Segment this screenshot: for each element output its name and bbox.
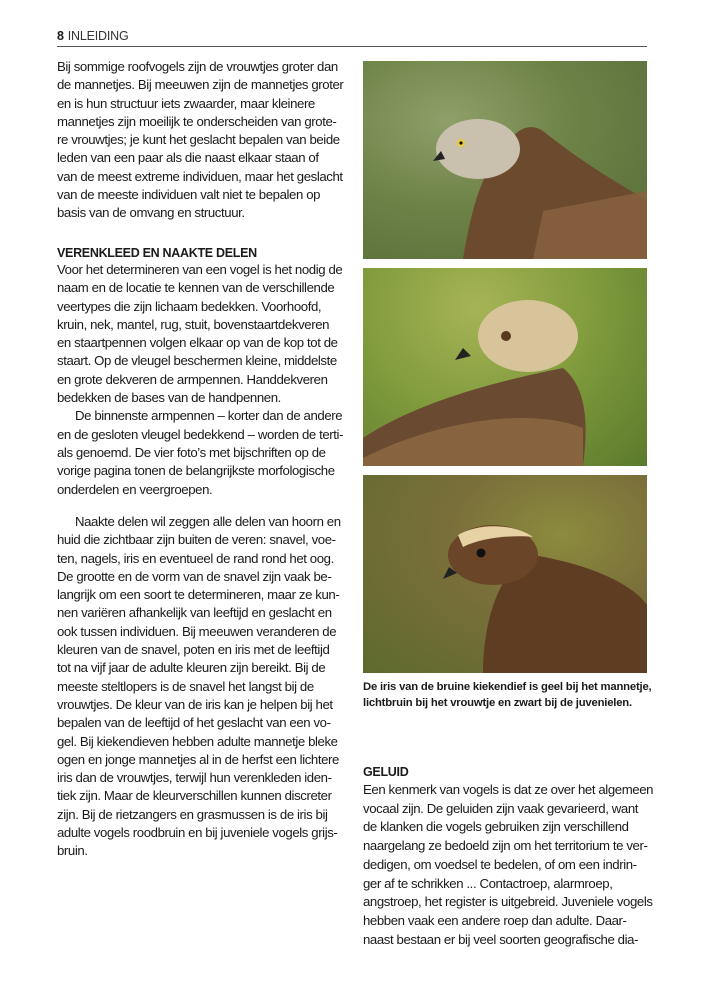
section-heading-verenkleed: VERENKLEED EN NAAKTE DELEN [57, 246, 257, 260]
text-line: adulte vogels roodbruin en bij juveniele vogels grijs- [57, 825, 338, 841]
text-line: bedekken de bases van de handpennen. [57, 390, 281, 406]
text-line: mannetjes zijn moeilijk te onderscheiden van grote- [57, 113, 337, 129]
text-line: nen variëren afhankelijk van leeftijd en geslacht en [57, 605, 332, 621]
text-line: angstroep, het register is uitgebreid. Juveniele vogels [363, 894, 653, 910]
text-line: ger af te schrikken ... Contactroep, alarmroep, [363, 875, 613, 891]
text-line: Voor het determineren van een vogel is het nodig de [57, 262, 343, 277]
text-line: Een kenmerk van vogels is dat ze over het algemeen [363, 782, 654, 797]
text-line: en grote dekveren de armpennen. Handdekveren [57, 371, 328, 387]
text-line: van de meest extreme individuen, maar het geslacht [57, 168, 343, 184]
text-line: naargelang ze bedoeld zijn om het territorium te ver- [363, 838, 648, 854]
text-line: Naakte delen wil zeggen alle delen van hoorn en [75, 514, 341, 529]
section-heading-geluid: GELUID [363, 765, 409, 779]
text-line: ten, nagels, iris en eventueel de rand rond het oog. [57, 550, 334, 566]
text-line: de mannetjes. Bij meeuwen zijn de mannetjes groter [57, 77, 344, 93]
text-line: onderdelen en veergroepen. [57, 481, 213, 497]
text-line: bruin. [57, 843, 88, 859]
text-line: ogen en jonge mannetjes al in de herfst een lichtere [57, 751, 339, 767]
text-line: zijn. Bij de rietzangers en grasmussen is de iris bij [57, 806, 328, 822]
photo-caption [363, 680, 652, 711]
text-line: leden van een paar als die naast elkaar staan of [57, 150, 319, 166]
photo-harrier-male [363, 61, 647, 259]
text-line: en staartpennen volgen elkaar op van de kop tot de [57, 335, 338, 351]
paragraph-intro [57, 58, 343, 223]
text-line: bepalen van de leeftijd of het geslacht van een vo- [57, 715, 331, 731]
text-line: huid die zichtbaar zijn buiten de veren: snavel, voe- [57, 532, 336, 548]
paragraph-verenkleed [57, 261, 343, 499]
text-line: De grootte en de vorm van de snavel zijn vaak be- [57, 568, 332, 584]
text-line: als genoemd. De vier foto’s met bijschriften op de [57, 444, 326, 460]
text-line: langrijk om een soort te determineren, maar ze kun- [57, 587, 340, 603]
running-header [57, 29, 128, 43]
text-line: naam en de locatie te kennen van de verschillende [57, 280, 335, 296]
text-line: naast bestaan er bij veel soorten geografische dia- [363, 931, 639, 947]
paragraph-naakte-delen [57, 513, 341, 861]
text-line: meeste steltlopers is de snavel het langst bij de [57, 678, 314, 694]
text-line: van de meeste individuen valt niet te bepalen op [57, 187, 321, 203]
paragraph-geluid [363, 781, 653, 949]
bird-illustration [363, 475, 647, 673]
text-line: De binnenste armpennen – korter dan de andere [75, 408, 343, 424]
text-line: de klanken die vogels gebruiken zijn verschillend [363, 819, 629, 835]
section-title: INLEIDING [67, 29, 129, 43]
text-line: De iris van de bruine kiekendief is geel bij het mannetje, [363, 681, 652, 693]
text-line: gel. Bij kiekendieven hebben adulte mannetje bleke [57, 733, 338, 749]
text-line: vocaal zijn. De geluiden zijn vaak gevarieerd, want [363, 800, 639, 816]
text-line: vorige pagina tonen de belangrijkste morfologische [57, 463, 335, 479]
text-line: tot na vijf jaar de adulte kleuren zijn bereikt. Bij de [57, 660, 326, 676]
text-line: en is hun structuur iets zwaarder, maar kleinere [57, 95, 315, 111]
text-line: re vrouwtjes; je kunt het geslacht bepalen van beide [57, 132, 340, 148]
header-rule [57, 46, 647, 47]
bird-illustration [363, 268, 647, 466]
text-line: veertypes die zijn lichaam bedekken. Voorhoofd, [57, 298, 322, 314]
bird-illustration [363, 61, 647, 259]
text-line: hebben vaak een andere roep dan adulte. Daar- [363, 912, 627, 928]
text-line: staart. Op de vleugel beschermen kleine, middelste [57, 353, 337, 369]
text-line: lichtbruin bij het vrouwtje en zwart bij de juvenielen. [363, 696, 632, 709]
text-line: tiek zijn. Maar de kleurverschillen kunnen discreter [57, 788, 332, 804]
photo-harrier-juvenile [363, 475, 647, 673]
photo-harrier-female [363, 268, 647, 466]
text-line: en de gesloten vleugel bedekkend – worden de terti- [57, 426, 344, 442]
text-line: basis van de omvang en structuur. [57, 205, 245, 221]
page-number: 8 [57, 29, 64, 43]
text-line: dedigen, om voedsel te bedelen, of om een indrin- [363, 856, 637, 872]
text-line: Bij sommige roofvogels zijn de vrouwtjes groter dan [57, 59, 338, 74]
text-line: ook tussen individuen. Bij meeuwen veranderen de [57, 623, 337, 639]
text-line: kruin, nek, mantel, rug, stuit, bovenstaartdekveren [57, 316, 330, 332]
text-line: kleuren van de snavel, poten en iris met de leeftijd [57, 642, 330, 658]
text-line: iris dan de vrouwtjes, terwijl hun verenkleden iden- [57, 770, 332, 786]
text-line: vrouwtjes. De kleur van de iris kan je helpen bij het [57, 696, 333, 712]
